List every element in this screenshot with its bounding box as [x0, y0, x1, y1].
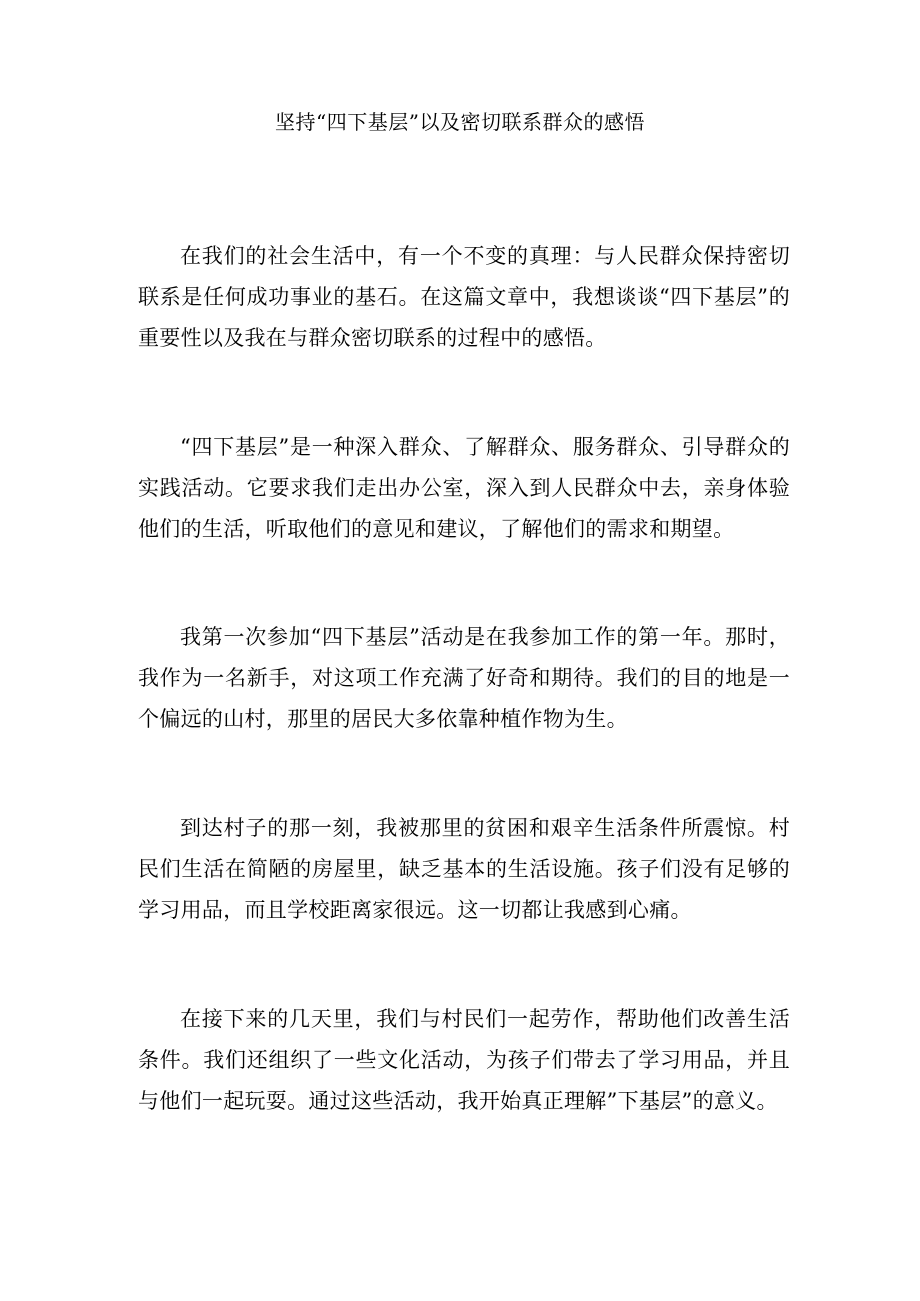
paragraph-following-days: 在接下来的几天里，我们与村民们一起劳作，帮助他们改善生活条件。我们还组织了一些文化活动，为孩子们带去了学习用品，并且与他们一起玩耍。通过这些活动，我开始真正理解”下基层”的意义。: [138, 1007, 790, 1113]
paragraph-intro: 在我们的社会生活中，有一个不变的真理：与人民群众保持密切联系是任何成功事业的基石。在这篇文章中，我想谈谈“四下基层”的重要性以及我在与群众密切联系的过程中的感悟。: [138, 244, 790, 350]
document-title: 坚持“四下基层”以及密切联系群众的感悟: [275, 110, 645, 134]
paragraph-first-experience: 我第一次参加“四下基层”活动是在我参加工作的第一年。那时，我作为一名新手，对这项工作充满了好奇和期待。我们的目的地是一个偏远的山村，那里的居民大多依靠种植作物为生。: [138, 625, 790, 731]
paragraph-definition: “四下基层”是一种深入群众、了解群众、服务群众、引导群众的实践活动。它要求我们走出办公室，深入到人民群众中去，亲身体验他们的生活，听取他们的意见和建议，了解他们的需求和期望。: [138, 435, 790, 541]
paragraph-village-arrival: 到达村子的那一刻，我被那里的贫困和艰辛生活条件所震惊。村民们生活在简陋的房屋里，缺乏基本的生活设施。孩子们没有足够的学习用品，而且学校距离家很远。这一切都让我感到心痛。: [138, 816, 790, 922]
